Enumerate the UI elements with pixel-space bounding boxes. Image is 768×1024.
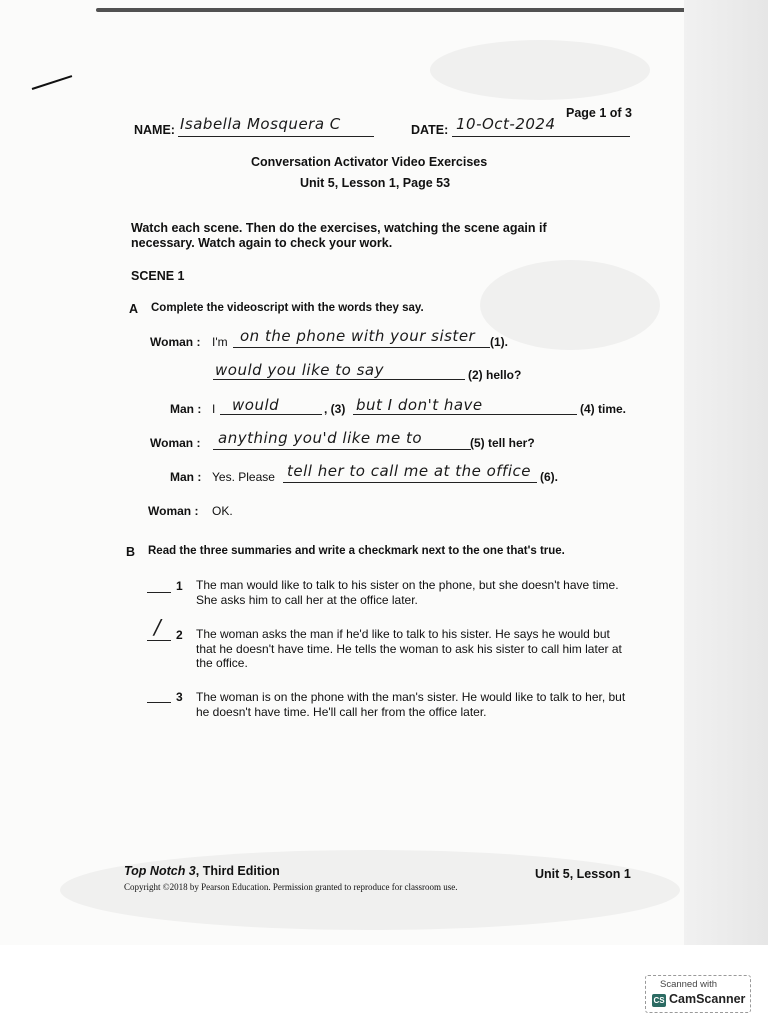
name-underline — [178, 136, 374, 137]
answer-4: but I don't have — [356, 396, 483, 414]
checkmark-2: / — [154, 615, 162, 639]
summary-number-1: 1 — [176, 579, 183, 593]
section-b-letter: B — [126, 545, 136, 559]
pen-mark — [32, 75, 73, 90]
script-text: I'm — [212, 335, 228, 349]
page-number: Page 1 of 3 — [566, 106, 632, 120]
footer-book-title — [124, 864, 280, 878]
answer-blank-2 — [213, 379, 465, 380]
page-subtitle: Unit 5, Lesson 1, Page 53 — [300, 176, 451, 190]
instructions-line-1: Watch each scene. Then do the exercises, watching the scene again if — [131, 221, 547, 235]
script-text: I — [212, 402, 216, 416]
footer-unit: Unit 5, Lesson 1 — [535, 867, 631, 881]
answer-3: would — [232, 396, 280, 414]
answer-1: on the phone with your sister — [240, 327, 476, 345]
camscanner-watermark — [645, 975, 751, 1013]
speaker-woman: Woman : — [148, 504, 199, 518]
answer-blank-1 — [233, 347, 490, 348]
answer-blank-4 — [353, 414, 577, 415]
section-a-prompt: Complete the videoscript with the words they say. — [151, 302, 424, 314]
scene-heading: SCENE 1 — [131, 269, 185, 283]
summary-3: The woman is on the phone with the man's sister. He would like to talk to her, but he doesn't have time. He'll call her from the office later. — [196, 690, 626, 719]
summary-number-2: 2 — [176, 628, 183, 642]
date-label: DATE: — [411, 123, 449, 137]
camscanner-brand: CamScanner — [669, 992, 746, 1006]
camscanner-logo-icon: CS — [653, 996, 665, 1005]
book-edition: , Third Edition — [195, 864, 280, 878]
answer-5: anything you'd like me to — [218, 429, 423, 447]
scan-smudge — [430, 40, 650, 100]
blank-number-4: (4) time. — [580, 402, 627, 416]
book-title: Top Notch 3 — [124, 864, 196, 878]
copyright-notice: Copyright ©2018 by Pearson Education. Permission granted to reproduce for classroom use. — [124, 882, 458, 892]
answer-2: would you like to say — [215, 361, 384, 379]
checkmark-blank-3 — [147, 702, 171, 703]
page-shadow — [684, 0, 768, 960]
blank-number-2: (2) hello? — [468, 368, 522, 382]
checkmark-blank-2 — [147, 640, 171, 641]
summary-1: The man would like to talk to his sister on the phone, but she doesn't have time. She asks him to call her at the office later. — [196, 578, 619, 607]
date-value: 10-Oct-2024 — [456, 115, 556, 133]
answer-blank-6 — [283, 482, 537, 483]
checkmark-blank-1 — [147, 592, 171, 593]
scan-edge-line — [96, 8, 686, 12]
section-a-letter: A — [129, 302, 139, 316]
blank-number-1: (1). — [490, 335, 508, 349]
page-title: Conversation Activator Video Exercises — [251, 155, 488, 169]
answer-blank-5 — [213, 449, 471, 450]
blank-number-5: (5) tell her? — [470, 436, 535, 450]
summary-number-3: 3 — [176, 690, 183, 704]
bleed-through-text — [130, 718, 156, 749]
name-value: Isabella Mosquera C — [180, 115, 341, 133]
speaker-man: Man : — [170, 402, 202, 416]
section-b-prompt: Read the three summaries and write a checkmark next to the one that's true. — [148, 545, 565, 557]
speaker-woman: Woman : — [150, 436, 201, 450]
script-text: Yes. Please — [212, 470, 275, 484]
script-text: OK. — [212, 504, 233, 518]
answer-blank-3 — [220, 414, 322, 415]
speaker-woman: Woman : — [150, 335, 201, 349]
name-label: NAME: — [134, 123, 175, 137]
instructions-line-2: necessary. Watch again to check your work. — [131, 236, 393, 250]
scanned-with-text: Scanned with — [660, 979, 718, 990]
summary-2: The woman asks the man if he'd like to talk to his sister. He says he would but that he doesn't have time. He tells the woman to ask his sister to call him later at the office. — [196, 627, 622, 670]
blank-number-6: (6). — [540, 470, 558, 484]
date-underline — [452, 136, 630, 137]
answer-6: tell her to call me at the office — [287, 462, 531, 480]
speaker-man: Man : — [170, 470, 202, 484]
blank-number-3: , (3) — [324, 402, 346, 416]
